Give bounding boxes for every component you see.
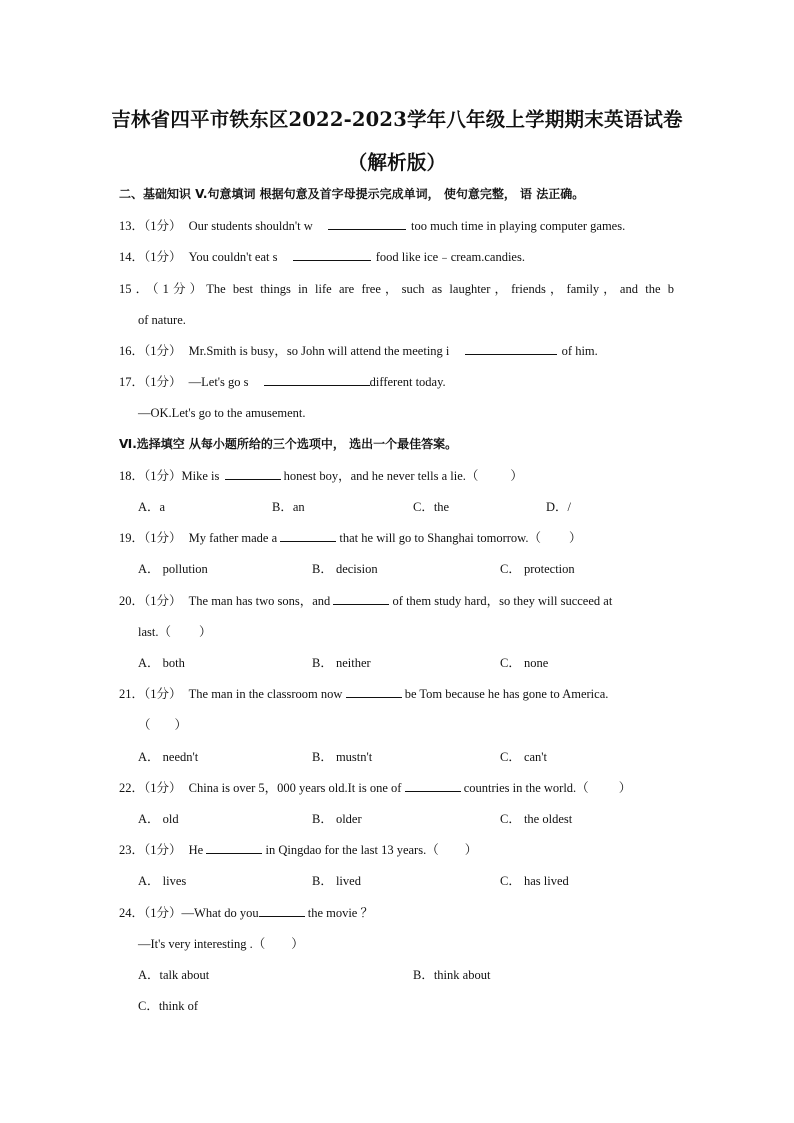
option-c[interactable]: C．think of — [138, 999, 199, 1013]
question-text: be Tom because he has gone to America. — [404, 687, 609, 701]
question-text: Mr.Smith is busy，so John will attend the meeting i — [188, 344, 450, 358]
question-number: 14．（1分） — [119, 250, 182, 264]
option-a[interactable]: A． pollution — [138, 562, 208, 576]
paren-close: ） — [291, 937, 304, 951]
question-17 — [119, 374, 446, 390]
answer-blank[interactable] — [259, 905, 305, 917]
question-text: Our students shouldn't w — [188, 219, 313, 233]
option-a[interactable]: A． needn't — [138, 750, 199, 764]
option-c[interactable]: C． has lived — [500, 874, 569, 888]
answer-blank[interactable] — [280, 530, 336, 542]
answer-blank[interactable] — [293, 249, 371, 261]
section-6-heading: Ⅵ.选择填空 从每小题所给的三个选项中， 选出一个最佳答案。 — [119, 437, 458, 451]
question-21-continued — [138, 717, 187, 733]
question-number: 17．（1分） — [119, 375, 182, 389]
question-text: in Qingdao for the last 13 years.（ — [265, 843, 439, 857]
question-15 — [119, 281, 674, 297]
paren-close: ） — [618, 781, 632, 795]
question-23 — [119, 842, 477, 858]
question-text: food like ice﹣cream.candies. — [375, 250, 525, 264]
question-number: 15．（1分） — [119, 282, 207, 296]
question-24 — [119, 905, 373, 921]
option-b[interactable]: B． older — [312, 812, 362, 826]
section-2-heading: 二、基础知识 V.句意填词 根据句意及首字母提示完成单词， 使句意完整， 语 法正确。 — [119, 187, 585, 201]
question-text: China is over 5，000 years old.It is one of — [188, 781, 402, 795]
answer-blank[interactable] — [405, 780, 461, 792]
option-a[interactable]: A． lives — [138, 874, 187, 888]
answer-blank[interactable] — [264, 374, 370, 386]
question-number: 24．（1分） — [119, 906, 182, 920]
option-a[interactable]: A． both — [138, 656, 185, 670]
paren-close: ） — [464, 843, 478, 857]
question-14 — [119, 249, 525, 265]
question-15-continued: of nature. — [138, 313, 186, 327]
question-text: that he will go to Shanghai tomorrow.（ — [339, 531, 541, 545]
question-number: 21．（1分） — [119, 687, 182, 701]
exam-title: 吉林省四平市铁东区2022-2023学年八年级上学期期末英语试卷 — [111, 108, 683, 131]
question-text: The man in the classroom now — [188, 687, 343, 701]
question-text: The man has two sons，and — [188, 594, 331, 608]
paren-close: ） — [174, 718, 188, 732]
question-text: Mike is — [181, 469, 220, 483]
option-c[interactable]: C． protection — [500, 562, 575, 576]
paren-close: ） — [198, 625, 212, 639]
option-a[interactable]: A． old — [138, 812, 179, 826]
option-a[interactable]: A．talk about — [138, 968, 210, 982]
option-d[interactable]: D．/ — [546, 500, 572, 514]
question-text: He — [188, 843, 204, 857]
question-number: 13．（1分） — [119, 219, 182, 233]
question-text: You couldn't eat s — [188, 250, 278, 264]
paren-close: ） — [510, 469, 523, 483]
question-text: different today. — [369, 375, 446, 389]
option-b[interactable]: B． lived — [312, 874, 361, 888]
question-17-reply: —OK.Let's go to the amusement. — [138, 406, 306, 420]
question-text: —It's very interesting .（ — [138, 937, 266, 951]
exam-subtitle: （解析版） — [347, 151, 447, 174]
option-a[interactable]: A．a — [138, 500, 166, 514]
option-b[interactable]: B． neither — [312, 656, 371, 670]
question-text: —What do you — [181, 906, 259, 920]
answer-blank[interactable] — [206, 842, 262, 854]
option-c[interactable]: C． can't — [500, 750, 548, 764]
question-text: honest boy，and he never tells a lie.（ — [283, 469, 479, 483]
question-20 — [119, 593, 612, 609]
paren-close: ） — [569, 531, 582, 545]
question-number: 22．（1分） — [119, 781, 182, 795]
question-text: the movie ？ — [307, 906, 373, 920]
answer-blank[interactable] — [346, 686, 402, 698]
option-c[interactable]: C． the oldest — [500, 812, 573, 826]
answer-blank[interactable] — [333, 593, 389, 605]
question-24-reply — [138, 936, 304, 952]
question-21 — [119, 686, 608, 702]
option-b[interactable]: B．an — [272, 500, 305, 514]
answer-blank[interactable] — [465, 343, 557, 355]
question-19 — [119, 530, 582, 546]
question-number: 16．（1分） — [119, 344, 182, 358]
option-b[interactable]: B． mustn't — [312, 750, 373, 764]
question-text: of him. — [561, 344, 598, 358]
question-text: countries in the world.（ — [463, 781, 589, 795]
question-number: 23．（1分） — [119, 843, 182, 857]
question-text: —Let's go s — [188, 375, 249, 389]
option-c[interactable]: C． none — [500, 656, 549, 670]
question-text: The best things in life are free，such as laughter，friends，family，and the b — [206, 282, 674, 296]
answer-blank[interactable] — [225, 468, 281, 480]
question-text: （ — [138, 718, 151, 732]
question-13 — [119, 218, 625, 234]
question-number: 20．（1分） — [119, 594, 182, 608]
question-22 — [119, 780, 631, 796]
question-16 — [119, 343, 598, 359]
question-text: My father made a — [188, 531, 278, 545]
option-c[interactable]: C．the — [413, 500, 450, 514]
question-text: of them study hard，so they will succeed at — [392, 594, 613, 608]
question-number: 19．（1分） — [119, 531, 182, 545]
question-18 — [119, 468, 523, 484]
question-text: too much time in playing computer games. — [411, 219, 626, 233]
answer-blank[interactable] — [328, 218, 406, 230]
question-20-continued — [138, 624, 212, 640]
question-text: last.（ — [138, 625, 171, 639]
question-number: 18．（1分） — [119, 469, 182, 483]
option-b[interactable]: B． decision — [312, 562, 378, 576]
option-b[interactable]: B．think about — [413, 968, 491, 982]
